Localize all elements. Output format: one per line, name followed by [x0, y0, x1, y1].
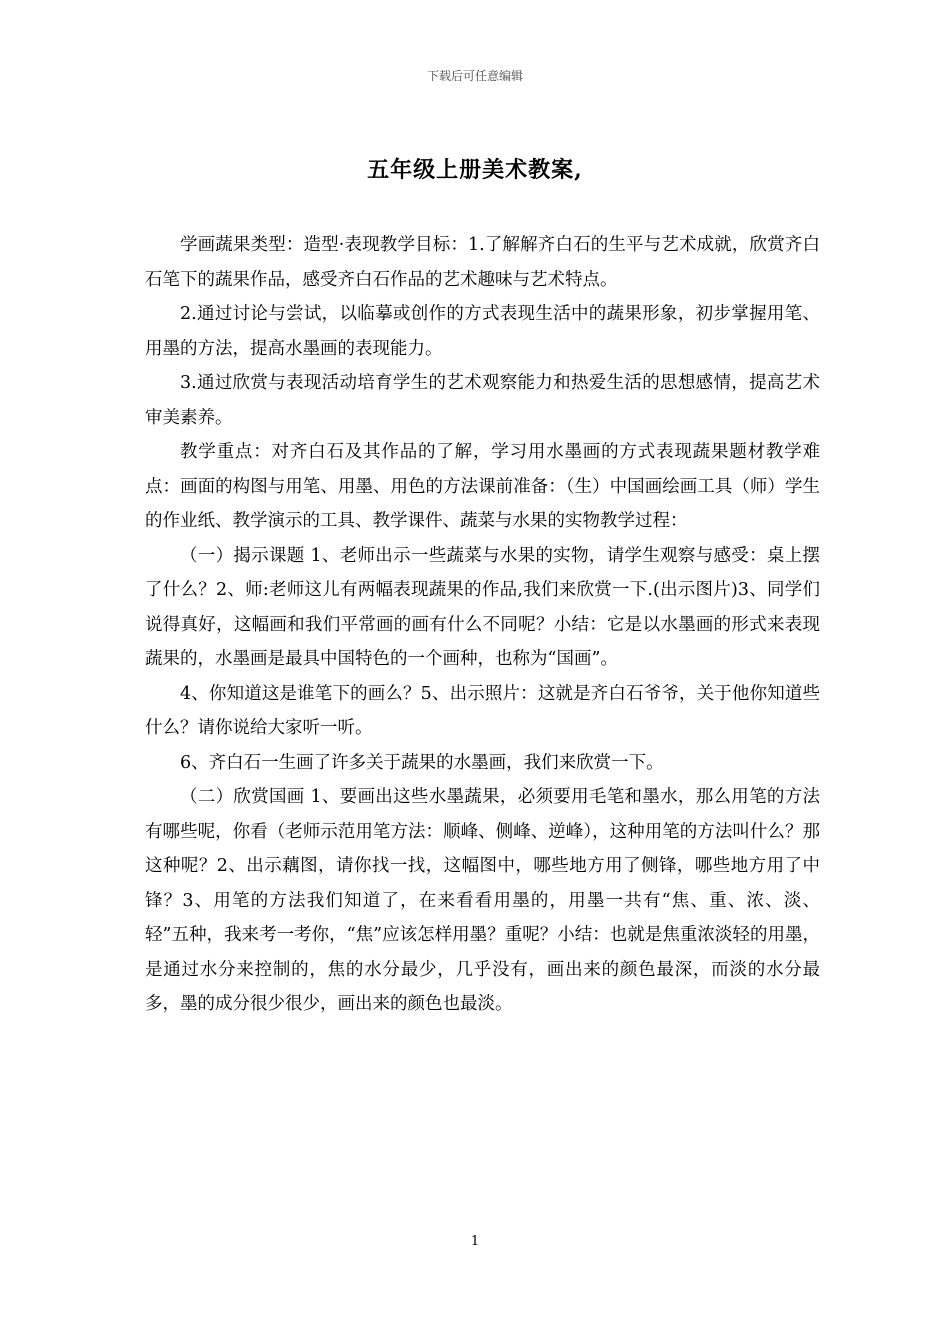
page-header: 下载后可任意编辑	[426, 69, 523, 83]
paragraph-step-1: （一）揭示课题 1、老师出示一些蔬菜与水果的实物，请学生观察与感受：桌上摆了什么？2、师:老师这儿有两幅表现蔬果的作品,我们来欣赏一下.(出示图片)3、同学们说得真好，这幅画和我们平常画的画有什么不同呢？小结：它是以水墨画的形式来表现蔬果的，水墨画是最具中国特色的一个画种，也称为“国画”。	[145, 545, 820, 669]
document-title: 五年级上册美术教案,	[367, 157, 583, 183]
paragraph-step-2: （二）欣赏国画 1、要画出这些水墨蔬果，必须要用毛笔和墨水，那么用笔的方法有哪些呢，你看（老师示范用笔方法：顺峰、侧峰、逆峰），这种用笔的方法叫什么？那这种呢？2、出示藕图，请你找一找，这幅图中，哪些地方用了侧锋，哪些地方用了中锋？3、用笔的方法我们知道了，在来看看用墨的，用墨一共有“焦、重、浓、淡、轻”五种，我来考一考你，“焦”应该怎样用墨？重呢？小结：也就是焦重浓淡轻的用墨，是通过水分来控制的，焦的水分最少，几乎没有，画出来的颜色最深，而淡的水分最多，墨的成分很少很少，画出来的颜色也最淡。	[145, 787, 820, 1014]
page-number: 1	[470, 1234, 480, 1249]
document-body	[145, 228, 820, 1022]
paragraph-objective-2: 2.通过讨论与尝试，以临摹或创作的方式表现生活中的蔬果形象，初步掌握用笔、用墨的方法，提高水墨画的表现能力。	[145, 304, 820, 359]
paragraph-key-points: 教学重点：对齐白石及其作品的了解，学习用水墨画的方式表现蔬果题材教学难点：画面的构图与用笔、用墨、用色的方法课前准备：（生）中国画绘画工具（师）学生的作业纸、教学演示的工具、教学课件、蔬菜与水果的实物教学过程：	[145, 442, 820, 531]
paragraph-step-1-cont: 4、你知道这是谁笔下的画么？5、出示照片：这就是齐白石爷爷，关于他你知道些什么？请你说给大家听一听。	[145, 683, 820, 738]
paragraph-objective-3: 3.通过欣赏与表现活动培育学生的艺术观察能力和热爱生活的思想感情，提高艺术审美素养。	[145, 373, 820, 428]
paragraph-step-1-end: 6、齐白石一生画了许多关于蔬果的水墨画，我们来欣赏一下。	[180, 752, 664, 773]
paragraph-objectives: 学画蔬果类型：造型·表现教学目标：1.了解解齐白石的生平与艺术成就，欣赏齐白石笔下的蔬果作品，感受齐白石作品的艺术趣味与艺术特点。	[145, 235, 820, 290]
